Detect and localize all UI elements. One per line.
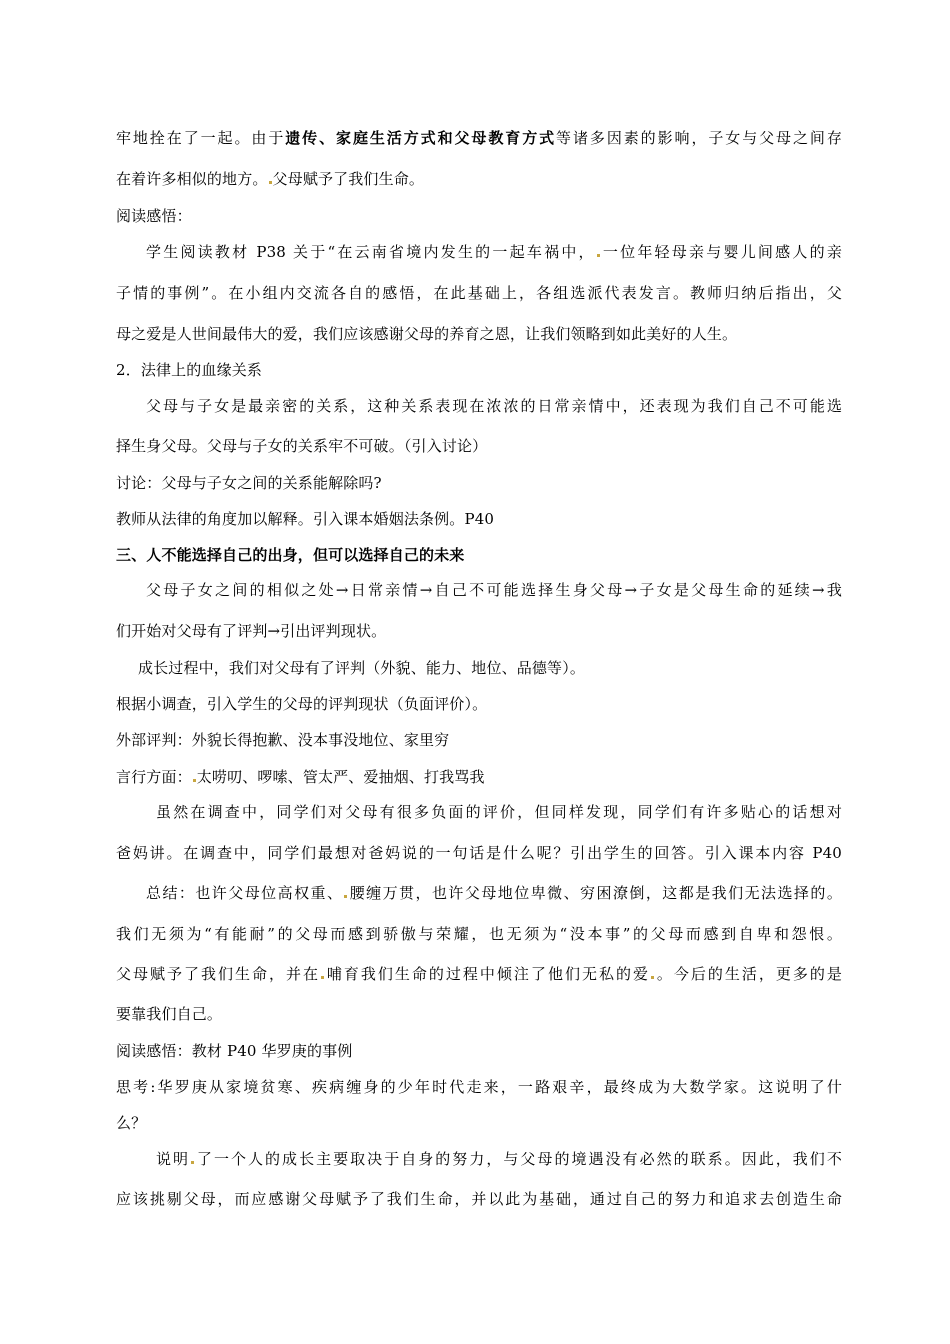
paragraph-line: 言行方面： 太唠叨、啰嗦、管太严、爱抽烟、打我骂我	[116, 768, 485, 786]
paragraph-line: 总结：也许父母位高权重、 腰缠万贯，也许父母地位卑微、穷困潦倒，这都是我们无法选择的。	[146, 884, 842, 902]
paragraph-line: 讨论：父母与子女之间的关系能解除吗?	[116, 474, 382, 492]
paragraph-line: 牢地拴在了一起。由于遗传、家庭生活方式和父母教育方式等诸多因素的影响，子女与父母之间存	[116, 129, 842, 147]
section-heading: 三、人不能选择自己的出身，但可以选择自己的未来	[116, 546, 465, 564]
paragraph-line: 在着许多相似的地方。 父母赋予了我们生命。	[116, 170, 425, 188]
revision-mark	[193, 779, 196, 782]
revision-mark	[651, 976, 654, 979]
paragraph-line: 要靠我们自己。	[116, 1005, 223, 1023]
paragraph-line: 父母与子女是最亲密的关系，这种关系表现在浓浓的日常亲情中，还表现为我们自己不可能选	[146, 397, 842, 415]
paragraph-line: 我们无须为“有能耐”的父母而感到骄傲与荣耀，也无须为“没本事”的父母而感到自卑和怨恨。	[116, 925, 842, 943]
paragraph-line: 说明 了一个人的成长主要取决于自身的努力，与父母的境遇没有必然的联系。因此，我们不	[156, 1150, 842, 1168]
paragraph-line: 父母赋予了我们生命，并在 哺育我们生命的过程中倾注了他们无私的爱 。今后的生活，更多的是	[116, 965, 842, 983]
paragraph-line: 教师从法律的角度加以解释。引入课本婚姻法条例。P40	[116, 510, 495, 528]
revision-mark	[321, 976, 324, 979]
paragraph-line: 么？	[116, 1114, 147, 1132]
section-label: 阅读感悟：教材 P40 华罗庚的事例	[116, 1042, 353, 1060]
paragraph-line: 外部评判：外貌长得抱歉、没本事没地位、家里穷	[116, 731, 450, 749]
bold-emphasis: 遗传、家庭生活方式和父母教育方式	[285, 129, 557, 147]
paragraph-line: 成长过程中，我们对父母有了评判（外貌、能力、地位、品德等）。	[138, 659, 586, 677]
paragraph-line: 虽然在调查中，同学们对父母有很多负面的评价，但同样发现，同学们有许多贴心的话想对	[156, 803, 842, 821]
section-label: 阅读感悟：	[116, 207, 192, 225]
paragraph-line: 思考:华罗庚从家境贫寒、疾病缠身的少年时代走来，一路艰辛，最终成为大数学家。这说明了什	[116, 1078, 842, 1096]
paragraph-line: 学生阅读教材 P38 关于“在云南省境内发生的一起车祸中， 一位年轻母亲与婴儿间感人的亲	[146, 243, 842, 261]
paragraph-line: 子情的事例”。在小组内交流各自的感悟，在此基础上，各组选派代表发言。教师归纳后指出，父	[116, 284, 842, 302]
paragraph-line: 应该挑剔父母，而应感谢父母赋予了我们生命，并以此为基础，通过自己的努力和追求去创造生命	[116, 1190, 842, 1208]
revision-mark	[597, 254, 600, 257]
paragraph-line: 父母子女之间的相似之处→日常亲情→自己不可能选择生身父母→子女是父母生命的延续→我	[146, 581, 842, 599]
revision-mark	[344, 895, 347, 898]
paragraph-line: 择生身父母。父母与子女的关系牢不可破。（引入讨论）	[116, 437, 488, 455]
paragraph-line: 根据小调查，引入学生的父母的评判现状（负面评价）。	[116, 695, 488, 713]
subheading: 2．法律上的血缘关系	[116, 361, 263, 379]
paragraph-line: 们开始对父母有了评判→引出评判现状。	[116, 622, 387, 640]
paragraph-line: 爸妈讲。在调查中，同学们最想对爸妈说的一句话是什么呢？引出学生的回答。引入课本内容 P40	[116, 844, 842, 862]
revision-mark	[191, 1161, 194, 1164]
revision-mark	[269, 181, 272, 184]
paragraph-line: 母之爱是人世间最伟大的爱，我们应该感谢父母的养育之恩，让我们领略到如此美好的人生。	[116, 325, 738, 343]
